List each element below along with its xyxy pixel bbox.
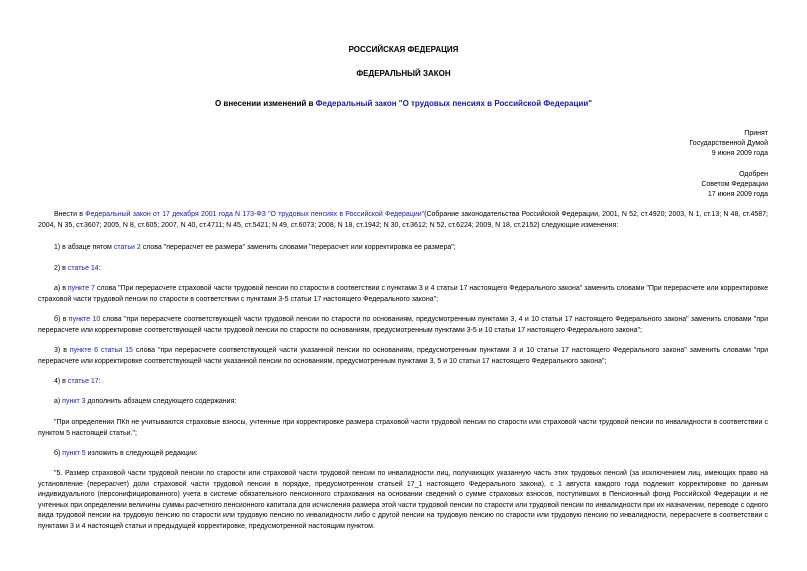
law-title bbox=[0, 99, 807, 108]
item-3-text-a: 3) в bbox=[54, 347, 70, 354]
item-4b-text-a: б) bbox=[54, 450, 63, 457]
intro-prefix: Внести в bbox=[54, 211, 86, 218]
item-3 bbox=[38, 346, 768, 367]
item-4b bbox=[38, 449, 768, 460]
item-4a bbox=[38, 397, 768, 408]
law-title-prefix: О внесении изменений в bbox=[214, 99, 316, 108]
item-4b-link[interactable]: пункт 5 bbox=[62, 450, 86, 457]
quote-1: "При определении ПКп не учитываются страховые взносы, учтенные при корректировке размера страховой части трудовой пенсии по старости или страховой части трудовой пенсии по инвалидности в соответствии с пунктом 5 настоящей статьи."; bbox=[38, 419, 768, 437]
quote-2: "5. Размер страховой части трудовой пенсии по старости или страховой части трудовой пенсии по инвалидности лиц, получающих указанную часть этих трудовых пенсий (за исключением лиц, имеющих право на установление (перерасчет) доли страховой части трудовой пенсии в порядке, предусмотренном статьей 17_1 настоящего Федерального закона), с 1 августа каждого года подлежит корректировке по данным индивидуального (персонифицированного) учета в системе обязательного пенсионного страхования на основании сведений о сумме страховых взносов, поступивших в Пенсионный фонд Российской Федерации и не учтенных при определении величины суммы расчетного пенсионного капитала для исчисления размера этой части трудовой пенсии по старости или трудовой пенсии по инвалидности при их назначении, переводе с одного вида трудовой пенсии на трудовую пенсию по старости или трудовую пенсию по инвалидности либо с другой пенсии на трудовую пенсию по старости или трудовую пенсию по инвалидности, перерасчете в соответствии с пунктами 3 и 4 настоящей статьи и предыдущей корректировке, предусмотренной настоящим пунктом. bbox=[38, 470, 768, 530]
intro-law-link[interactable]: Федеральный закон от 17 декабря 2001 года N 173-ФЗ "О трудовых пенсиях в Российской Федерации" bbox=[85, 211, 425, 218]
item-2b-text-b: слова "при перерасчете соответствующей части трудовой пенсии по старости по основаниям, предусмотренным пунктами 3, 4 и 10 статьи 17 настоящего Федерального закона" заменить словами "при перерасчете или корректировке соответствующей части трудовой пенсии по старости по основаниям, предусмотренным пунктами 3-5 и 10 статьи 17 настоящего Федерального закона"; bbox=[38, 316, 768, 334]
item-2 bbox=[38, 264, 768, 275]
item-4-text-a: 4) в bbox=[54, 378, 68, 385]
accepted-block bbox=[689, 129, 768, 159]
accepted-line1: Принят bbox=[744, 130, 768, 137]
item-4-link[interactable]: статье 17 bbox=[67, 378, 99, 385]
doc-type-heading: ФЕДЕРАЛЬНЫЙ ЗАКОН bbox=[356, 69, 451, 78]
item-2-text-a: 2) в bbox=[54, 265, 68, 272]
item-2b-text-a: б) в bbox=[54, 316, 69, 323]
item-2a-text-a: а) в bbox=[54, 285, 68, 292]
item-4a-text-a: а) bbox=[54, 398, 63, 405]
item-1-text-b: слова "перерасчет ее размера" заменить словами "перерасчет или корректировка ее размера"; bbox=[140, 244, 456, 251]
item-2-link[interactable]: статье 14 bbox=[67, 265, 99, 272]
country-heading: РОССИЙСКАЯ ФЕДЕРАЦИЯ bbox=[348, 45, 459, 54]
item-2-text-b: : bbox=[98, 265, 101, 272]
item-3-text-b: слова "при перерасчете соответствующей части указанной пенсии по основаниям, предусмотренным пунктами 3 и 10 статьи 17 настоящего Федерального закона" заменить словами "при перерасчете или корректировке соответствующей части указанной пенсии по основаниям, предусмотренным пунктами 3, 5 и 10 статьи 17 настоящего Федерального закона"; bbox=[38, 347, 769, 365]
item-4a-link[interactable]: пункт 3 bbox=[62, 398, 86, 405]
approved-line3: 17 июня 2009 года bbox=[707, 191, 768, 198]
approved-line1: Одобрен bbox=[739, 171, 768, 178]
item-2b-link[interactable]: пункте 10 bbox=[68, 316, 101, 323]
item-2a bbox=[38, 284, 768, 305]
item-4 bbox=[38, 377, 768, 388]
item-1-text-a: 1) в абзаце пятом bbox=[54, 244, 114, 251]
item-3-link[interactable]: пункте 6 статьи 15 bbox=[69, 347, 133, 354]
intro-suffix: (Собрание законодательства Российской Федерации, 2001, N 52, ст.4920; 2003, N 1, ст.13; N 48, ст.4587; 2004, N 35, ст.3607; 2005, N 8, ст.605; 2007, N 40, ст.4711; N 45, ст.5421; N 49, ст.6073; 2008, N 18, ст.1942; N 30, ст.3612; N 52, ст.6224; 2009, N 18, ст.2152) следующие изменения: bbox=[38, 211, 769, 229]
law-title-link[interactable]: Федеральный закон "О трудовых пенсиях в Российской Федерации" bbox=[315, 99, 593, 108]
item-1-link[interactable]: статьи 2 bbox=[113, 244, 141, 251]
accepted-line2: Государственной Думой bbox=[689, 140, 768, 147]
item-4a-text-b: дополнить абзацем следующего содержания: bbox=[85, 398, 237, 405]
accepted-line3: 9 июня 2009 года bbox=[711, 150, 768, 157]
item-4b-text-b: изложить в следующей редакции: bbox=[85, 450, 198, 457]
item-1 bbox=[38, 243, 768, 254]
intro-paragraph bbox=[38, 210, 768, 231]
item-2a-text-b: слова "При перерасчете страховой части трудовой пенсии по старости в соответствии с пунктами 3 и 4 статьи 17 настоящего Федерального закона" заменить словами "При перерасчете или корректировке страховой части трудовой пенсии по старости в соответствии с пунктами 3-5 статьи 17 настоящего Федерального закона"; bbox=[38, 285, 769, 303]
approved-block bbox=[701, 170, 768, 200]
item-4-text-b: : bbox=[98, 378, 101, 385]
item-2b bbox=[38, 315, 768, 336]
approved-line2: Советом Федерации bbox=[701, 181, 768, 188]
item-2a-link[interactable]: пункте 7 bbox=[67, 285, 96, 292]
